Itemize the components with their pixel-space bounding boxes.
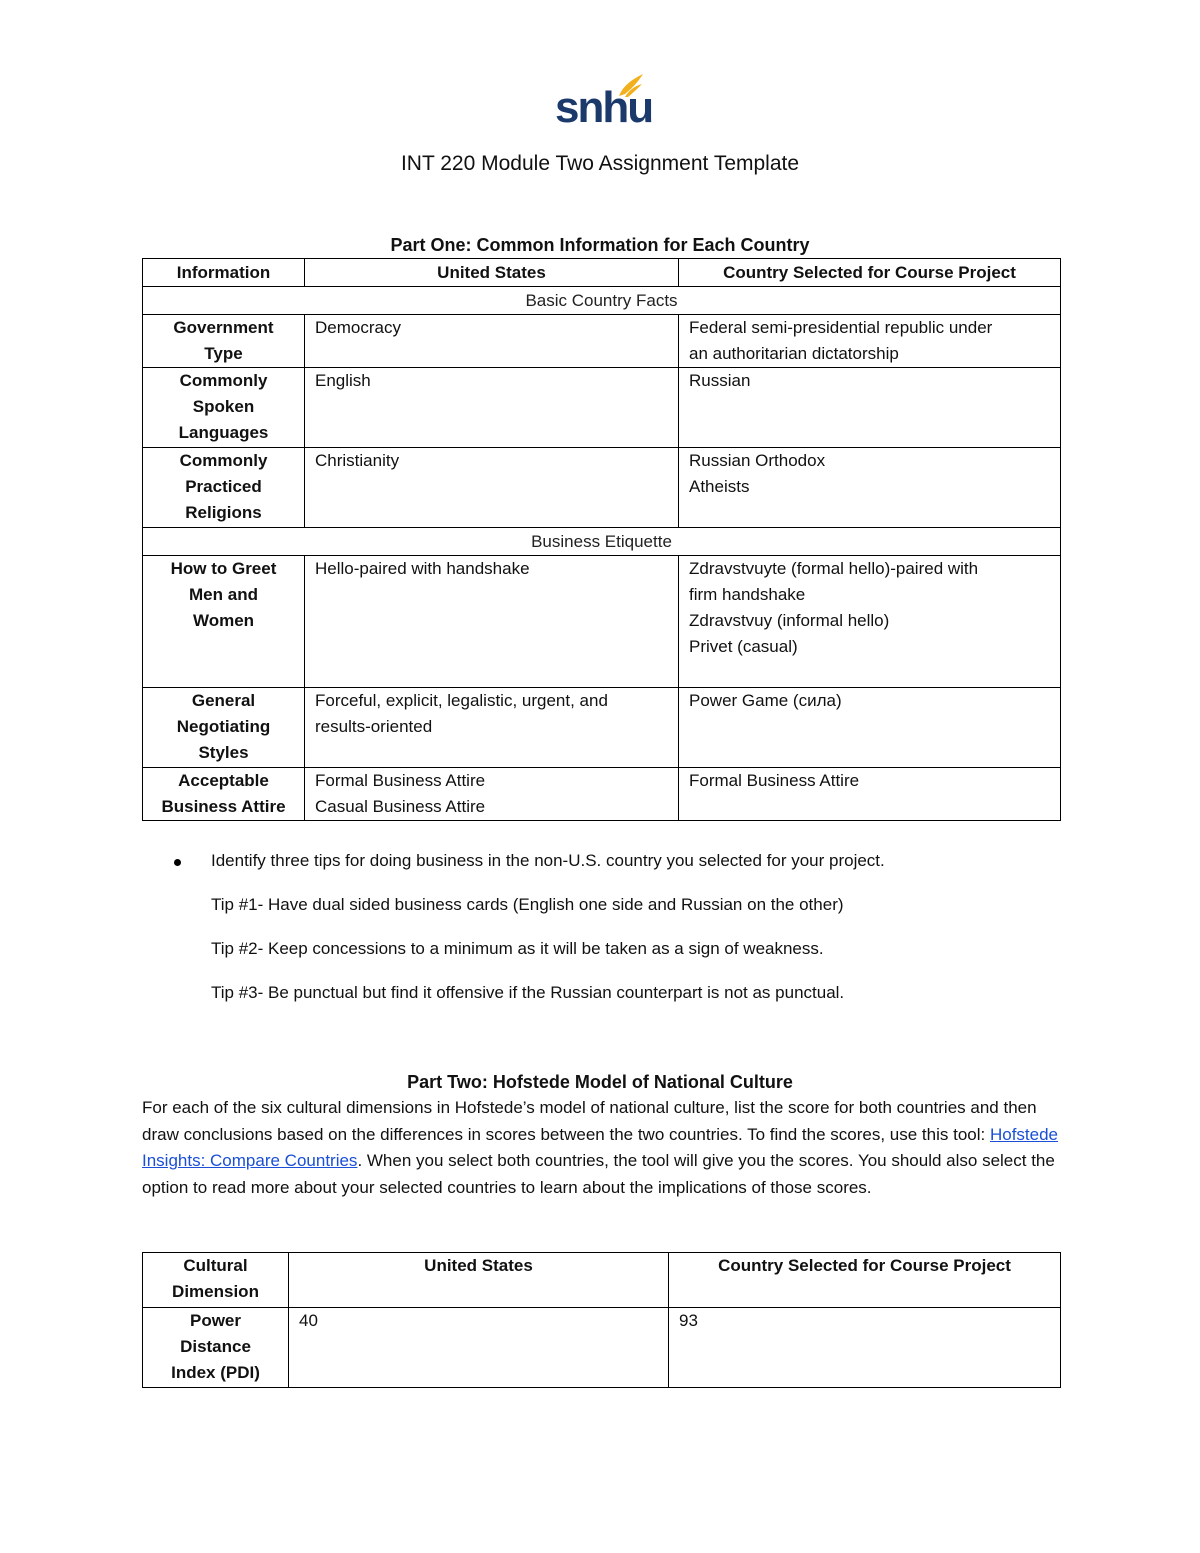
cell-us-government: Democracy <box>305 315 679 368</box>
row-label-greet: How to Greet Men and Women <box>143 556 305 688</box>
table-header-row <box>143 259 1061 287</box>
part-two-heading: Part Two: Hofstede Model of National Culture <box>407 1072 793 1092</box>
part-two-intro <box>142 1095 1067 1201</box>
table-row <box>143 768 1061 821</box>
table-row <box>143 556 1061 688</box>
header-selected-country: Country Selected for Course Project <box>669 1253 1061 1308</box>
header-united-states: United States <box>305 259 679 287</box>
section-label-basic-facts: Basic Country Facts <box>143 287 1061 315</box>
tip-item: Tip #3- Be punctual but find it offensive if the Russian counterpart is not as punctual. <box>211 983 845 1002</box>
cell-us-languages: English <box>305 368 679 448</box>
tips-section <box>174 848 1074 1006</box>
header-information: Information <box>143 259 305 287</box>
cell-selected-greet: Zdravstvuyte (formal hello)-paired with firm handshake Zdravstvuy (informal hello) Privet (casual) <box>679 556 1061 688</box>
header-cultural-dimension: Cultural Dimension <box>143 1253 289 1308</box>
header-selected-country: Country Selected for Course Project <box>679 259 1061 287</box>
cell-us-pdi: 40 <box>289 1308 669 1388</box>
cell-us-negotiating: Forceful, explicit, legalistic, urgent, and results-oriented <box>305 688 679 768</box>
table-row <box>143 688 1061 768</box>
bullet-icon <box>174 859 181 866</box>
intro-text-after-link: . When you select both countries, the tool will give you the scores. You should also select the option to read more about your selected countries to learn about the implications of those scores. <box>142 1151 1055 1197</box>
row-label-pdi: Power Distance Index (PDI) <box>143 1308 289 1388</box>
snhu-logo <box>555 74 653 134</box>
cell-selected-religions: Russian Orthodox Atheists <box>679 448 1061 528</box>
table-row <box>143 368 1061 448</box>
cell-us-religions: Christianity <box>305 448 679 528</box>
table-header-row <box>143 1253 1061 1308</box>
tips-prompt: Identify three tips for doing business in the non-U.S. country you selected for your project. <box>211 851 885 870</box>
part-two-table <box>142 1252 1061 1388</box>
row-label-negotiating: General Negotiating Styles <box>143 688 305 768</box>
row-label-government-type: Government Type <box>143 315 305 368</box>
cell-selected-attire: Formal Business Attire <box>679 768 1061 821</box>
cell-selected-languages: Russian <box>679 368 1061 448</box>
row-label-languages: Commonly Spoken Languages <box>143 368 305 448</box>
cell-selected-government: Federal semi-presidential republic under an authoritarian dictatorship <box>679 315 1061 368</box>
tip-item: Tip #1- Have dual sided business cards (English one side and Russian on the other) <box>211 895 844 914</box>
section-row-business-etiquette <box>143 528 1061 556</box>
cell-us-attire: Formal Business Attire Casual Business Attire <box>305 768 679 821</box>
part-one-table <box>142 258 1061 821</box>
cell-us-greet: Hello-paired with handshake <box>305 556 679 688</box>
logo-wordmark: snhu <box>555 83 653 132</box>
part-one-heading: Part One: Common Information for Each Country <box>390 235 810 255</box>
header-united-states: United States <box>289 1253 669 1308</box>
table-row <box>143 448 1061 528</box>
section-label-business-etiquette: Business Etiquette <box>143 528 1061 556</box>
intro-text-before-link: For each of the six cultural dimensions in Hofstede’s model of national culture, list the score for both countries and then draw conclusions based on the differences in scores between the two countries. To find the scores, use this tool: <box>142 1098 1037 1144</box>
row-label-religions: Commonly Practiced Religions <box>143 448 305 528</box>
tips-prompt-item <box>174 848 1074 874</box>
table-row <box>143 1308 1061 1388</box>
tip-item: Tip #2- Keep concessions to a minimum as it will be taken as a sign of weakness. <box>211 939 824 958</box>
table-row <box>143 315 1061 368</box>
cell-selected-pdi: 93 <box>669 1308 1061 1388</box>
hofstede-compare-link[interactable]: Hofstede Insights: Compare Countries <box>142 1124 1059 1170</box>
document-title: INT 220 Module Two Assignment Template <box>400 152 800 175</box>
section-row-basic-facts <box>143 287 1061 315</box>
cell-selected-negotiating: Power Game (сила) <box>679 688 1061 768</box>
row-label-attire: Acceptable Business Attire <box>143 768 305 821</box>
